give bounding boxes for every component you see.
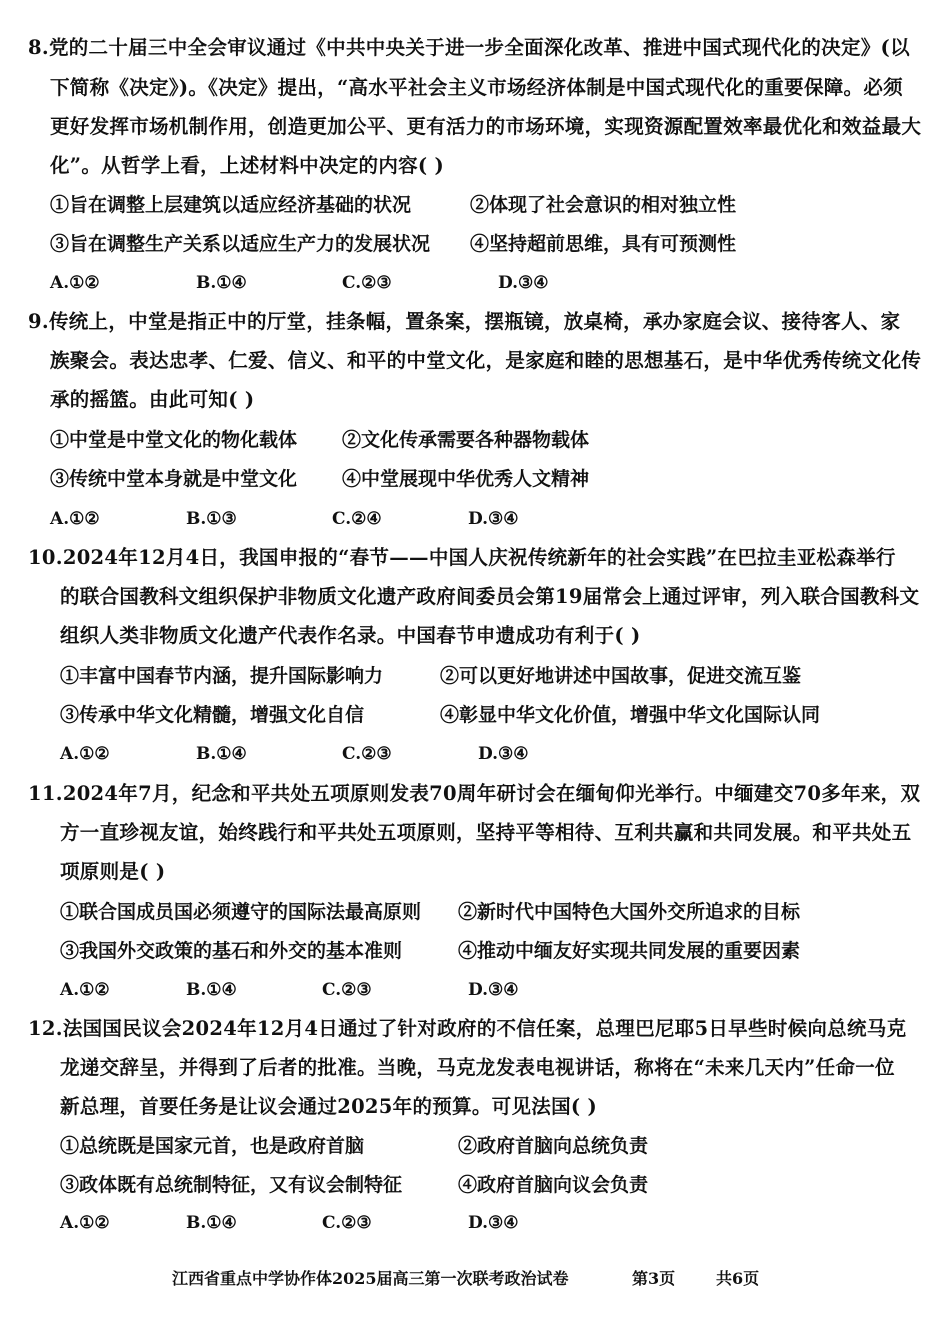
question-10-answer-b: B.①④ — [196, 744, 247, 764]
question-8-option-4: ④坚持超前思维，具有可预测性 — [470, 233, 737, 255]
question-12-option-4: ④政府首脑向议会负责 — [458, 1174, 649, 1196]
question-8-answer-a: A.①② — [50, 273, 100, 293]
question-9-line-3: 承的摇篮。由此可知( ) — [50, 388, 255, 411]
question-8-answer-c: C.②③ — [342, 273, 392, 293]
question-10-line-2: 的联合国教科文组织保护非物质文化遗产政府间委员会第19届常会上通过评审，列入联合国教科文 — [60, 585, 920, 608]
question-9-line-1: 9.传统上，中堂是指正中的厅堂，挂条幅，置条案，摆瓶镜，放桌椅，承办家庭会议、接待客人、家 — [28, 310, 901, 333]
question-8-answer-b: B.①④ — [196, 273, 247, 293]
question-9-answer-d: D.③④ — [468, 509, 519, 529]
question-12-option-2: ②政府首脑向总统负责 — [458, 1135, 649, 1157]
page-total: 共6页 — [716, 1269, 760, 1288]
question-9-option-2: ②文化传承需要各种器物载体 — [342, 429, 590, 451]
question-11-answer-d: D.③④ — [468, 980, 519, 1000]
question-8-line-2: 下简称《决定》)。《决定》提出，“高水平社会主义市场经济体制是中国式现代化的重要保障。必须 — [50, 76, 903, 99]
question-10-option-1: ①丰富中国春节内涵，提升国际影响力 — [60, 665, 384, 687]
question-10-answer-d: D.③④ — [478, 744, 529, 764]
question-10-line-3: 组织人类非物质文化遗产代表作名录。中国春节申遗成功有利于( ) — [60, 624, 641, 647]
question-8-option-3: ③旨在调整生产关系以适应生产力的发展状况 — [50, 233, 431, 255]
question-10-answer-c: C.②③ — [342, 744, 392, 764]
question-9-answer-b: B.①③ — [186, 509, 237, 529]
question-10-option-4: ④彰显中华文化价值，增强中华文化国际认同 — [440, 704, 821, 726]
question-10-answer-a: A.①② — [60, 744, 110, 764]
question-12-answer-d: D.③④ — [468, 1213, 519, 1233]
question-12-line-2: 龙递交辞呈，并得到了后者的批准。当晚，马克龙发表电视讲话，称将在“未来几天内”任命一位 — [60, 1056, 895, 1079]
question-9-option-1: ①中堂是中堂文化的物化载体 — [50, 429, 298, 451]
question-9-option-4: ④中堂展现中华优秀人文精神 — [342, 468, 590, 490]
question-8-option-2: ②体现了社会意识的相对独立性 — [470, 194, 737, 216]
page-number: 第3页 — [632, 1269, 676, 1288]
question-9-answer-a: A.①② — [50, 509, 100, 529]
question-12-answer-a: A.①② — [60, 1213, 110, 1233]
question-12-line-3: 新总理，首要任务是让议会通过2025年的预算。可见法国( ) — [60, 1095, 598, 1118]
question-11-option-2: ②新时代中国特色大国外交所追求的目标 — [458, 901, 801, 923]
page-footer — [0, 1266, 950, 1292]
question-9-option-3: ③传统中堂本身就是中堂文化 — [50, 468, 298, 490]
question-12-option-1: ①总统既是国家元首，也是政府首脑 — [60, 1135, 365, 1157]
question-11-answer-b: B.①④ — [186, 980, 237, 1000]
question-12-answer-c: C.②③ — [322, 1213, 372, 1233]
question-12-line-1: 12.法国国民议会2024年12月4日通过了针对政府的不信任案，总理巴尼耶5日早些时候向总统马克 — [28, 1017, 907, 1040]
question-8-line-1: 8.党的二十届三中全会审议通过《中共中央关于进一步全面深化改革、推进中国式现代化的决定》(以 — [28, 36, 910, 59]
question-10-line-1: 10.2024年12月4日，我国申报的“春节——中国人庆祝传统新年的社会实践”在巴拉圭亚松森举行 — [28, 546, 896, 569]
question-12-answer-b: B.①④ — [186, 1213, 237, 1233]
question-8-line-3: 更好发挥市场机制作用，创造更加公平、更有活力的市场环境，实现资源配置效率最优化和效益最大 — [50, 115, 922, 138]
question-11-line-3: 项原则是( ) — [60, 860, 166, 883]
question-11-option-4: ④推动中缅友好实现共同发展的重要因素 — [458, 940, 801, 962]
question-8-line-4: 化”。从哲学上看，上述材料中决定的内容( ) — [50, 154, 445, 177]
exam-title: 江西省重点中学协作体2025届高三第一次联考政治试卷 — [172, 1269, 569, 1288]
question-11-answer-c: C.②③ — [322, 980, 372, 1000]
question-11-line-2: 方一直珍视友谊，始终践行和平共处五项原则，坚持平等相待、互利共赢和共同发展。和平共处五 — [60, 821, 912, 844]
question-10-option-2: ②可以更好地讲述中国故事，促进交流互鉴 — [440, 665, 802, 687]
question-8-answer-d: D.③④ — [498, 273, 549, 293]
question-12-option-3: ③政体既有总统制特征，又有议会制特征 — [60, 1174, 403, 1196]
question-11-option-3: ③我国外交政策的基石和外交的基本准则 — [60, 940, 403, 962]
question-9-answer-c: C.②④ — [332, 509, 382, 529]
question-9-line-2: 族聚会。表达忠孝、仁爱、信义、和平的中堂文化，是家庭和睦的思想基石，是中华优秀传统文化传 — [50, 349, 922, 372]
question-10-option-3: ③传承中华文化精髓，增强文化自信 — [60, 704, 365, 726]
question-11-answer-a: A.①② — [60, 980, 110, 1000]
question-11-line-1: 11.2024年7月，纪念和平共处五项原则发表70周年研讨会在缅甸仰光举行。中缅建交70多年来，双 — [28, 782, 921, 805]
question-8-option-1: ①旨在调整上层建筑以适应经济基础的状况 — [50, 194, 412, 216]
question-11-option-1: ①联合国成员国必须遵守的国际法最高原则 — [60, 901, 422, 923]
